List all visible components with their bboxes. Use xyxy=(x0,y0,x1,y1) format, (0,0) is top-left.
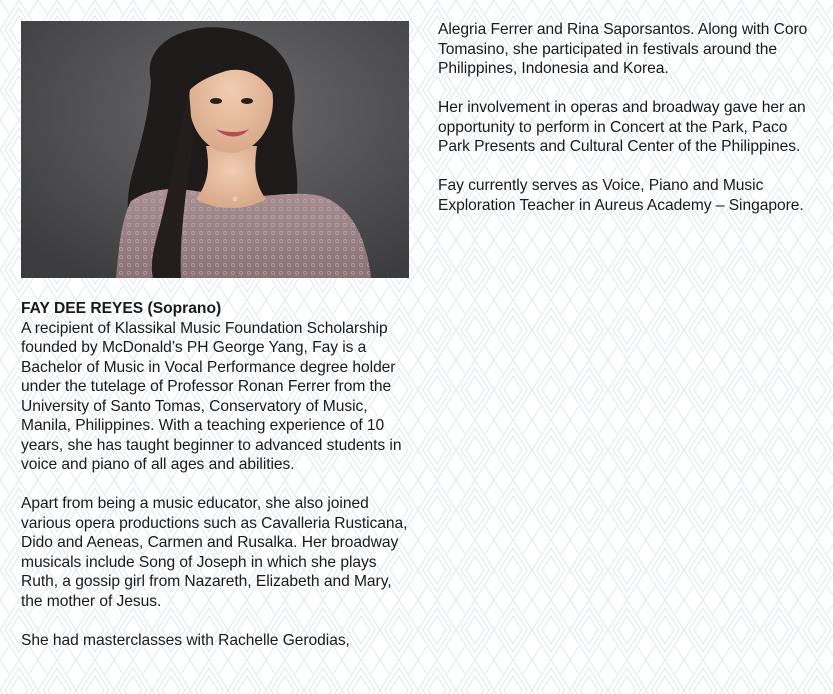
bio-paragraph-continued: Alegria Ferrer and Rina Saporsantos. Along with Coro Tomasino, she participated in festivals around the Philippines, Indonesia and Korea. xyxy=(438,21,808,77)
bio-paragraph-4: Her involvement in operas and broadway gave her an opportunity to perform in Concert at the Park, Paco Park Presents and Cultural Center of the Philippines. xyxy=(438,99,806,155)
bio-paragraph-5: Fay currently serves as Voice, Piano and Music Exploration Teacher in Aureus Academy – Singapore. xyxy=(438,177,804,214)
bio-paragraph-1: A recipient of Klassikal Music Foundation Scholarship founded by McDonald’s PH George Yang, Fay is a Bachelor of Music in Vocal Performance degree holder under the tutelage of Professor Ronan Ferrer from the University of Santo Tomas, Conservatory of Music, Manila, Philippines. With a teaching experience of 10 years, she has taught beginner to advanced students in voice and piano of all ages and abilities. xyxy=(21,319,402,473)
bio-paragraph-2: Apart from being a music educator, she also joined various opera productions such as Cavalleria Rusticana, Dido and Aeneas, Carmen and Rusalka. Her broadway musicals include Song of Joseph in which she plays Ruth, a gossip girl from Nazareth, Elizabeth and Mary, the mother of Jesus. xyxy=(21,495,408,610)
left-column xyxy=(21,299,413,650)
bio-paragraph-3: She had masterclasses with Rachelle Gerodias, xyxy=(21,631,350,649)
right-column xyxy=(438,20,818,215)
name-heading: FAY DEE REYES (Soprano) xyxy=(21,300,222,317)
profile-photo xyxy=(21,21,409,278)
